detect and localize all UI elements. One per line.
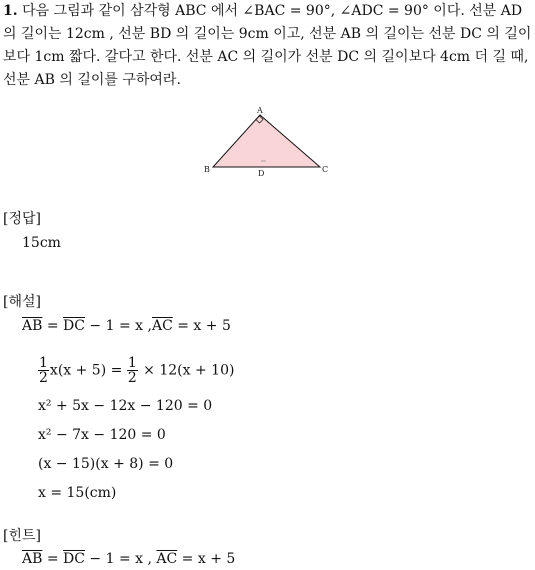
hint-label: [힌트] xyxy=(3,528,41,544)
problem-statement xyxy=(3,0,533,92)
hint-line: $\overline{AB} = \overline{DC} - 1 = x$ , $\overline{AC} = x + 5$ xyxy=(22,551,236,567)
vertex-label-b: B xyxy=(204,165,210,174)
solution-equation-5: x = 15(cm) xyxy=(38,485,117,501)
hint-segment-ac: $\overline{AC}$ xyxy=(156,551,178,567)
vertex-label-a: A xyxy=(257,106,263,115)
solution-equation-3: x² − 7x − 120 = 0 xyxy=(38,427,166,443)
solution-equation-4: (x − 15)(x + 8) = 0 xyxy=(38,456,174,472)
solution-equation-1: $\frac{1}{2}$ x(x + 5) = $\frac{1}{2}$ × 12(x + 10) xyxy=(39,355,235,386)
segment-ab: $\overline{AB}$ xyxy=(22,318,43,334)
triangle-figure xyxy=(200,103,335,178)
answer-value: 15cm xyxy=(22,235,61,251)
problem-number: 1. xyxy=(3,3,18,19)
hint-segment-ab: $\overline{AB}$ xyxy=(22,551,43,567)
point-label-d: D xyxy=(258,169,265,178)
solution-equation-2: x² + 5x − 12x − 120 = 0 xyxy=(38,398,213,414)
solution-line-1: $\overline{AB} = \overline{DC} - 1 = x$ $,\overline{AC} = x + 5$ xyxy=(22,318,231,334)
problem-text: 다음 그림과 같이 삼각형 ABC 에서 ∠BAC = 90°, ∠ADC = 90° 이다. 선분 AD 의 길이는 12cm , 선분 BD 의 길이는 9cm 이고, 선분 AB 의 길이는 선분 DC 의 길이보다 1cm 짧다. 갈다고 한다. 선분 AC 의 길이가 선분 DC 의 길이보다 4cm 더 길 때, 선분 AB 의 길이를 구하여라. xyxy=(3,3,532,88)
vertex-label-c: C xyxy=(322,165,329,174)
fraction-half-2: $\frac{1}{2}$ xyxy=(127,355,137,386)
triangle-abc xyxy=(213,115,320,167)
segment-ac: $\overline{AC}$ xyxy=(151,318,173,334)
segment-dc: $\overline{DC}$ xyxy=(63,318,85,334)
hint-segment-dc: $\overline{DC}$ xyxy=(63,551,85,567)
fraction-half-1: $\frac{1}{2}$ xyxy=(39,355,48,386)
answer-label: [정답] xyxy=(3,211,41,227)
solution-label: [해설] xyxy=(3,294,41,310)
